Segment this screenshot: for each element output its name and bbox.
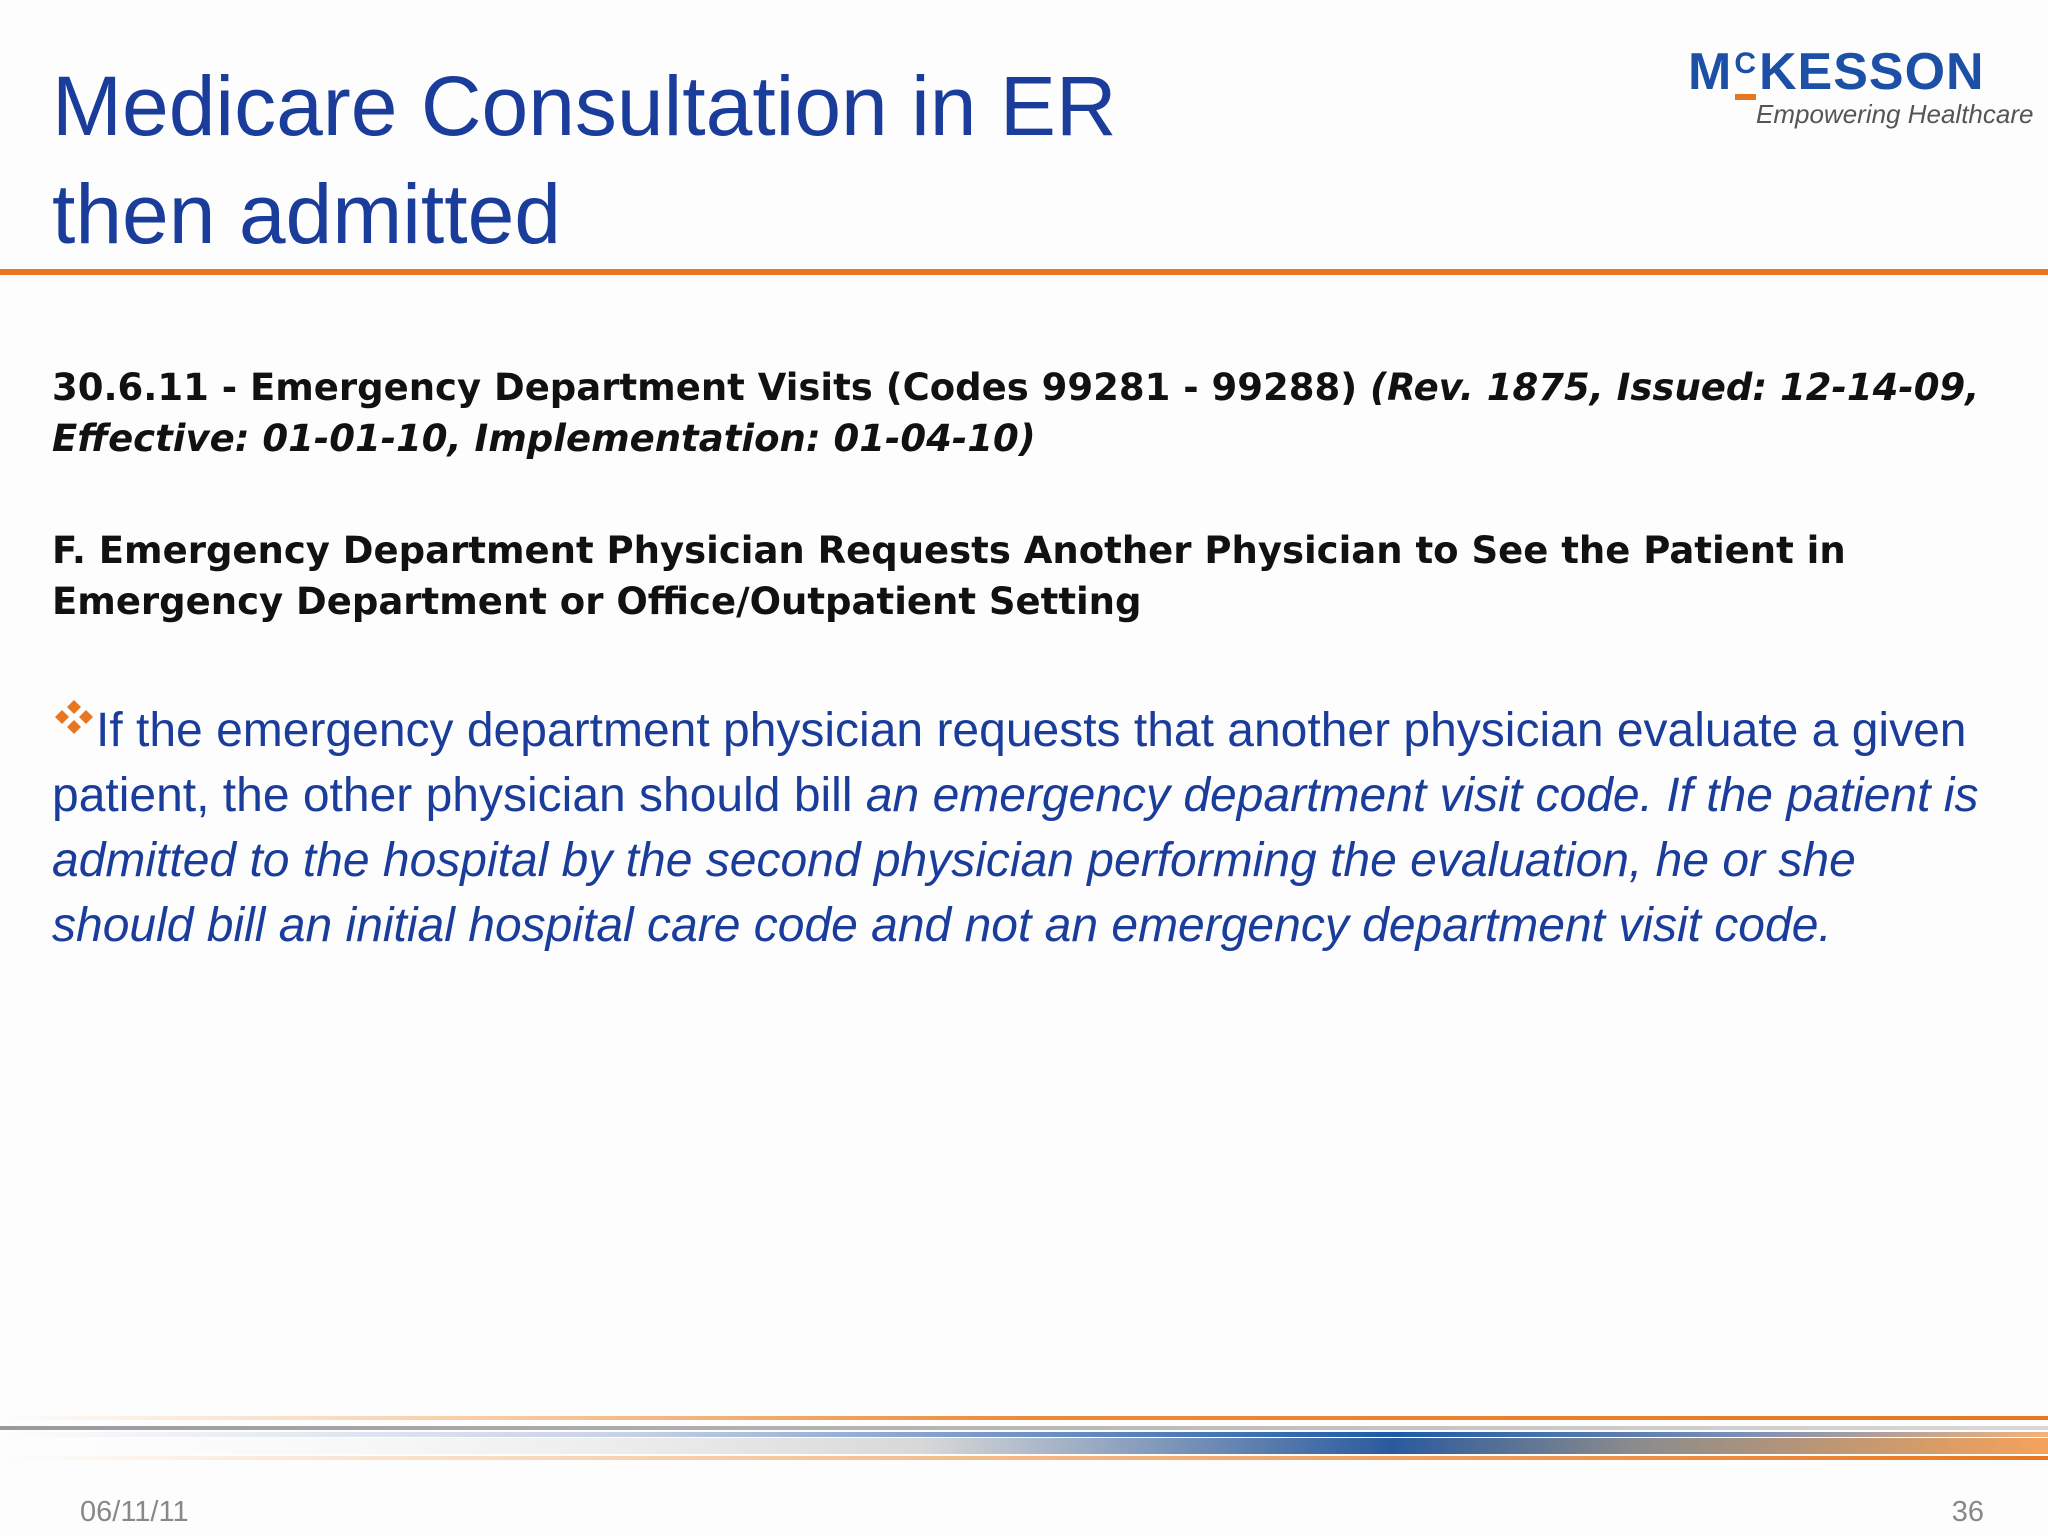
sub-heading-line1: F. Emergency Department Physician Requests Another Physician to See the Patient in: [52, 529, 1846, 572]
section-heading-italic-2: Effective: 01-01-10, Implementation: 01-04-10): [52, 417, 1036, 460]
diamond-bullet-icon: [52, 690, 96, 730]
title-divider: [0, 269, 2048, 275]
sub-heading-line2: Emergency Department or Office/Outpatient Setting: [52, 580, 1142, 623]
footer-band-orange-bottom: [0, 1456, 2048, 1460]
footer-band-wide: [0, 1438, 2048, 1454]
bullet-paragraph: [52, 690, 1987, 958]
logo-superscript-c: C: [1734, 34, 1757, 94]
logo-letter-m: M: [1688, 43, 1733, 101]
footer-band-orange-top: [0, 1416, 2048, 1420]
slide-title-line1: Medicare Consultation in ER: [52, 59, 1117, 153]
slide-title-line2: then admitted: [52, 167, 562, 261]
footer-band-blue: [0, 1432, 2048, 1437]
slide-title: [52, 52, 1502, 268]
logo-name-suffix: KESSON: [1759, 43, 1985, 101]
footer-page-number: 36: [1951, 1496, 1984, 1528]
footer-band-gray: [0, 1426, 2048, 1430]
section-heading-italic-1: (Rev. 1875, Issued: 12-14-09,: [1370, 366, 1980, 409]
footer-decorative-bands: [0, 1410, 2048, 1470]
mckesson-logo: [1688, 42, 2034, 132]
footer-date: 06/11/11: [80, 1496, 189, 1528]
sub-heading: [52, 525, 1992, 627]
logo-tagline: Empowering Healthcare: [1756, 99, 2034, 129]
bullet-text-normal: If the emergency department physician requests that another physician evaluate a given patient, the other physician should bill: [52, 704, 1967, 822]
section-heading: [52, 362, 1992, 464]
bullet-text-italic: an emergency department visit code. If the patient is admitted to the hospital by the second physician performing the evaluation, he or she should bill an initial hospital care code and not an emergency department visit code.: [52, 769, 1979, 952]
logo-orange-underline: [1735, 94, 1756, 100]
section-heading-bold: 30.6.11 - Emergency Department Visits (Codes 99281 - 99288): [52, 366, 1371, 409]
